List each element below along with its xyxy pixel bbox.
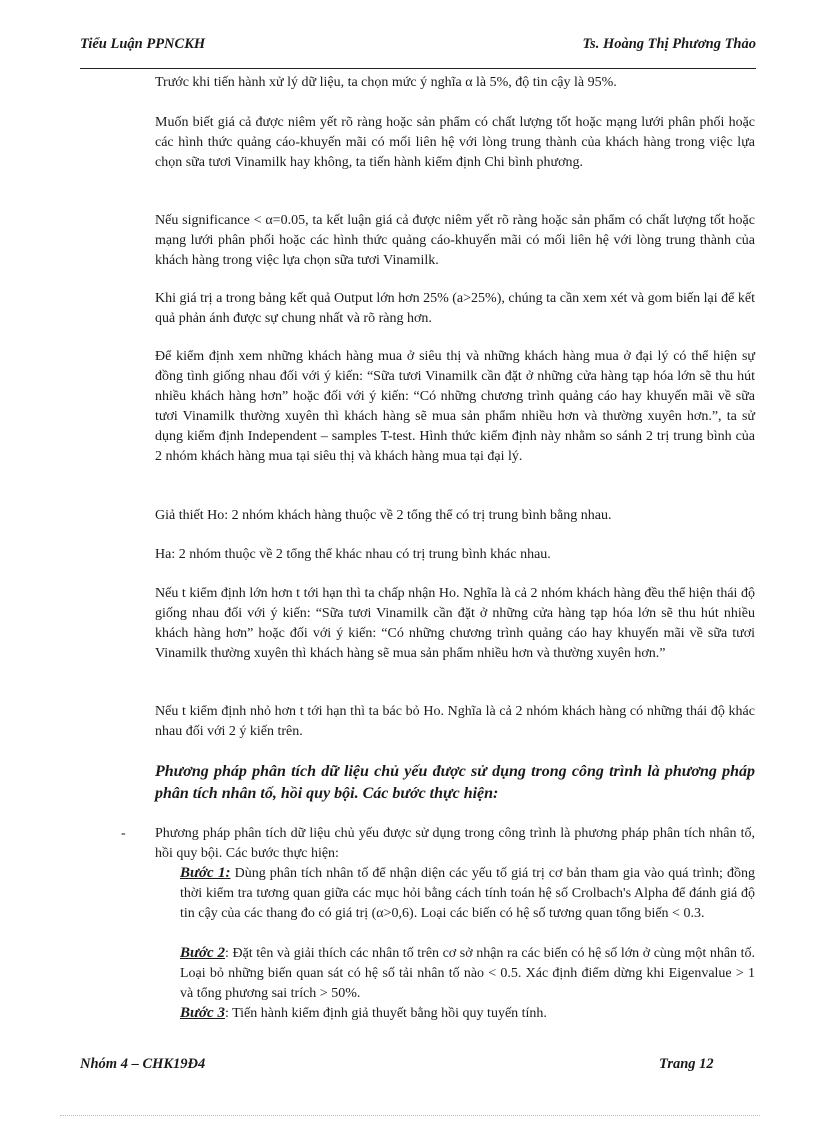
step-3-label: Bước 3 [180,1005,225,1021]
step-2-text: : Đặt tên và giải thích các nhân tố trên cơ sở nhận ra các biến có hệ số lớn ở cùng một nhân tố. Loại bỏ những biến quan sát có hệ số tải nhân tố nào < 0.5. Xác định điểm dừng khi Eigenvalue > 1 và tổng phương sai trích > 50%. [180,946,755,1001]
paragraph-accept-ho: Nếu t kiểm định lớn hơn t tới hạn thì ta chấp nhận Ho. Nghĩa là cả 2 nhóm khách hàng đều thể hiện thái độ giống nhau đối với ý kiến: “Sữa tươi Vinamilk cần đặt ở những cửa hàng tạp hóa lớn sẽ thu hút nhiều khách hàng hơn” hoặc đối với ý kiến: “Có những chương trình quảng cáo hay khuyến mãi về sữa tươi Vinamilk thường xuyên thì khách hàng sẽ mua sản phẩm nhiều hơn và thường xuyên hơn.” [155,586,755,661]
page-bottom-border [60,1115,760,1116]
header-rule [80,68,756,69]
step-1-label: Bước 1: [180,865,231,881]
bullet-marker: - [121,826,126,841]
footer-page-number: Trang 12 [659,1056,714,1072]
step-1-text: Dùng phân tích nhân tố để nhận diện các yếu tố giá trị cơ bản tham gia vào quá trình; đồng thời kiểm tra tương quan giữa các mục hỏi bằng cách tính toán hệ số Crolbach's Alpha để đánh giá độ tin cậy của các thang đo có giá trị (α>0,6). Loại các biến có hệ số tương quan tổng biến < 0.3. [180,866,755,921]
section-heading: Phương pháp phân tích dữ liệu chủ yếu được sử dụng trong công trình là phương pháp phân tích nhân tố, hồi quy bội. Các bước thực hiện: [155,763,755,802]
paragraph-chi-square-purpose: Muốn biết giá cả được niêm yết rõ ràng hoặc sản phẩm có chất lượng tốt hoặc mạng lưới phân phối hoặc các hình thức quảng cáo-khuyến mãi có mối liên hệ với lòng trung thành của khách hàng trong việc lựa chọn sữa tươi Vinamilk hay không, ta tiến hành kiểm định Chi bình phương. [155,115,755,170]
step-2-label: Bước 2 [180,945,226,961]
paragraph-hypothesis-ho: Giả thiết Ho: 2 nhóm khách hàng thuộc về 2 tổng thể có trị trung bình bằng nhau. [155,508,612,523]
paragraph-t-test-purpose: Để kiểm định xem những khách hàng mua ở siêu thị và những khách hàng mua ở đại lý có thể hiện sự đồng tình giống nhau đối với ý kiến: “Sữa tươi Vinamilk cần đặt ở những cửa hàng tạp hóa lớn sẽ thu hút nhiều khách hàng hơn” hoặc đối với ý kiến: “Có những chương trình quảng cáo hay khuyến mãi về sữa tươi Vinamilk thường xuyên thì khách hàng sẽ mua sản phẩm nhiều hơn và thường xuyên hơn.”, ta sử dụng kiểm định Independent – samples T-test. Hình thức kiểm định này nhằm so sánh 2 trị trung bình của 2 nhóm khách hàng mua tại siêu thị và khách hàng mua tại đại lý. [155,349,755,464]
paragraph-reject-ho: Nếu t kiểm định nhỏ hơn t tới hạn thì ta bác bỏ Ho. Nghĩa là cả 2 nhóm khách hàng có những thái độ khác nhau đối với 2 ý kiến trên. [155,704,755,739]
paragraph-significance-level: Trước khi tiến hành xử lý dữ liệu, ta chọn mức ý nghĩa α là 5%, độ tin cậy là 95%. [155,75,617,90]
paragraph-hypothesis-ha: Ha: 2 nhóm thuộc về 2 tổng thể khác nhau có trị trung bình khác nhau. [155,547,551,562]
footer-group: Nhóm 4 – CHK19Đ4 [80,1056,206,1072]
bullet-text: Phương pháp phân tích dữ liệu chủ yếu được sử dụng trong công trình là phương pháp phân tích nhân tố, hồi quy bội. Các bước thực hiện: [155,826,755,861]
header-author-right: Ts. Hoàng Thị Phương Thảo [582,36,756,52]
paragraph-significance-rule: Nếu significance < α=0.05, ta kết luận giá cả được niêm yết rõ ràng hoặc sản phẩm có chất lượng tốt hoặc mạng lưới phân phối hoặc các hình thức quảng cáo-khuyến mãi có mối liên hệ với lòng trung thành của khách hàng trong việc lựa chọn sữa tươi Vinamilk. [155,213,755,268]
paragraph-output-a: Khi giá trị a trong bảng kết quả Output lớn hơn 25% (a>25%), chúng ta cần xem xét và gom biến lại để kết quả phản ánh được sự chung nhất và rõ ràng hơn. [155,291,755,326]
header-title-left: Tiểu Luận PPNCKH [80,36,206,52]
step-2 [180,943,755,1004]
step-1 [180,863,755,924]
step-3 [180,1003,755,1024]
step-3-text: : Tiến hành kiểm định giả thuyết bằng hồi quy tuyến tính. [224,1006,547,1021]
